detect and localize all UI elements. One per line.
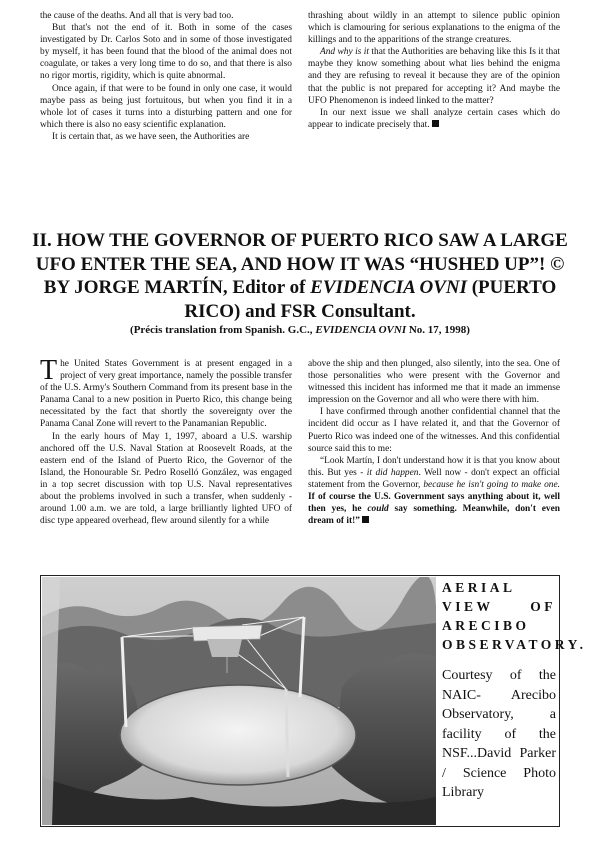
quote-bold-italic: could	[367, 504, 389, 515]
paragraph: above the ship and then plunged, also silently, into the sea. One of those personalities who were present with the Governor and witnessed this incident has informed me that it made an immense impression on the Governor and all who were there with him.	[308, 359, 560, 406]
continued-text-left-column	[40, 10, 292, 143]
article-subline	[30, 324, 570, 336]
drop-cap: T	[40, 355, 58, 386]
paragraph-text: he United States Government is at present engaged in a project of very great importance, namely the possible transfer of the U.S. Army's Southern Command from its present base in the Panama Canal to a new position in Puerto Rico, this change being necessitated by the fact that shortly the sovereignty over the Panama Canal Zone will revert to the Panamanian Republic.	[40, 359, 292, 430]
paragraph: But that's not the end of it. Both in some of the cases investigated by Dr. Carlos Soto and in some of those investigated by myself, it has been found that the blood of the animal does not coagulate, or takes a very long time to do so, and that there is also no rigor mortis, rigidity, which is quite abnormal.	[40, 23, 292, 82]
article-headline	[30, 229, 570, 323]
subline-text: No. 17, 1998)	[406, 324, 470, 336]
paragraph	[40, 355, 292, 431]
paragraph: It is certain that, as we have seen, the Authorities are	[52, 131, 250, 142]
headline-italic-title: EVIDENCIA OVNI	[310, 277, 467, 298]
paragraph: the cause of the deaths. And all that is very bad too.	[40, 11, 234, 21]
caption-credit: Courtesy of the NAIC- Arecibo Observatory, a facility of the NSF...David Parker / Science Photo Library	[442, 668, 556, 800]
quote-text: . Well now - don't expect an official statement from the Governor,	[308, 467, 560, 490]
paragraph: In the early hours of May 1, 1997, aboard a U.S. warship anchored off the U.S. Naval Station at Roosevelt Roads, at the eastern end of the Island of Puerto Rico, the Governor of the Island, the Honourable Sr. Pedro Roselló González, was engaged in a top secret discussion with top U.S. Naval representatives about the problems involved in such a transfer, when suddenly - around 1.00 a.m. we are told, a large brilliantly lighted UFO of disc type appeared overhead, flew around silently for a while	[40, 431, 292, 527]
quote-text: “Look Martín, I don't understand how it is that you know about this. But yes -	[308, 455, 560, 478]
article-left-column	[40, 355, 292, 527]
paragraph	[308, 107, 560, 131]
headline-text: (PUERTO RICO) and FSR Consultant.	[184, 277, 557, 322]
arecibo-observatory-photo	[42, 577, 436, 825]
photo-caption	[442, 578, 587, 824]
article-right-column	[308, 358, 560, 527]
paragraph-text: In our next issue we shall analyze certain cases which do appear to indicate precisely that.	[308, 107, 560, 130]
paragraph: I have confirmed through another confidential channel that the incident did occur as I have related it, and that the Governor of Puerto Rico was indeed one of the witnesses. And this confidential source said this to me:	[308, 407, 560, 454]
subline-italic-title: EVIDENCIA OVNI	[315, 324, 407, 336]
paragraph	[308, 455, 560, 528]
end-of-article-mark	[432, 120, 439, 127]
quote-italic: because he isn't going to make one.	[423, 479, 560, 490]
italic-phrase: And why is it	[320, 47, 369, 58]
aerial-photo-illustration	[42, 577, 436, 825]
caption-title: AERIAL VIEW OF ARECIBO OBSERVATORY.	[442, 580, 587, 652]
continued-text-right-column	[308, 10, 560, 131]
paragraph: Once again, if that were to be found in only one case, it would maybe pass as being just fortuitous, but when you find it in a whole lot of cases it turns into a disturbing pattern and one for which there is also no easy scientific explanation.	[40, 83, 292, 130]
paragraph: thrashing about wildly in an attempt to silence public opinion which is clamouring for serious explanations to the enigma of the killings and to the apparitions of the strange creatures.	[308, 11, 560, 46]
paragraph	[308, 46, 560, 106]
quote-italic: it did happen	[366, 467, 419, 478]
paragraph-text: that the Authorities are behaving like this Is it that maybe they know something about what lies behind the enigma and they are refusing to reveal it because they are of the opinion that the public is not prepared for accepting it? And maybe the UFO Phenomenon is indeed linked to the matter?	[308, 47, 560, 106]
headline-text: II. HOW THE GOVERNOR OF PUERTO RICO SAW A LARGE UFO ENTER THE SEA, AND HOW IT WAS “HUSHED UP”! © BY JORGE MARTÍN, Editor of	[32, 230, 568, 298]
quote-bold: say something. Meanwhile, don't even dream of it!”	[308, 504, 560, 527]
subline-text: (Précis translation from Spanish. G.C.,	[130, 324, 316, 336]
quote-bold: If of course the U.S. Government says anything about it, well then yes, he	[308, 492, 560, 515]
end-of-article-mark	[362, 516, 369, 523]
